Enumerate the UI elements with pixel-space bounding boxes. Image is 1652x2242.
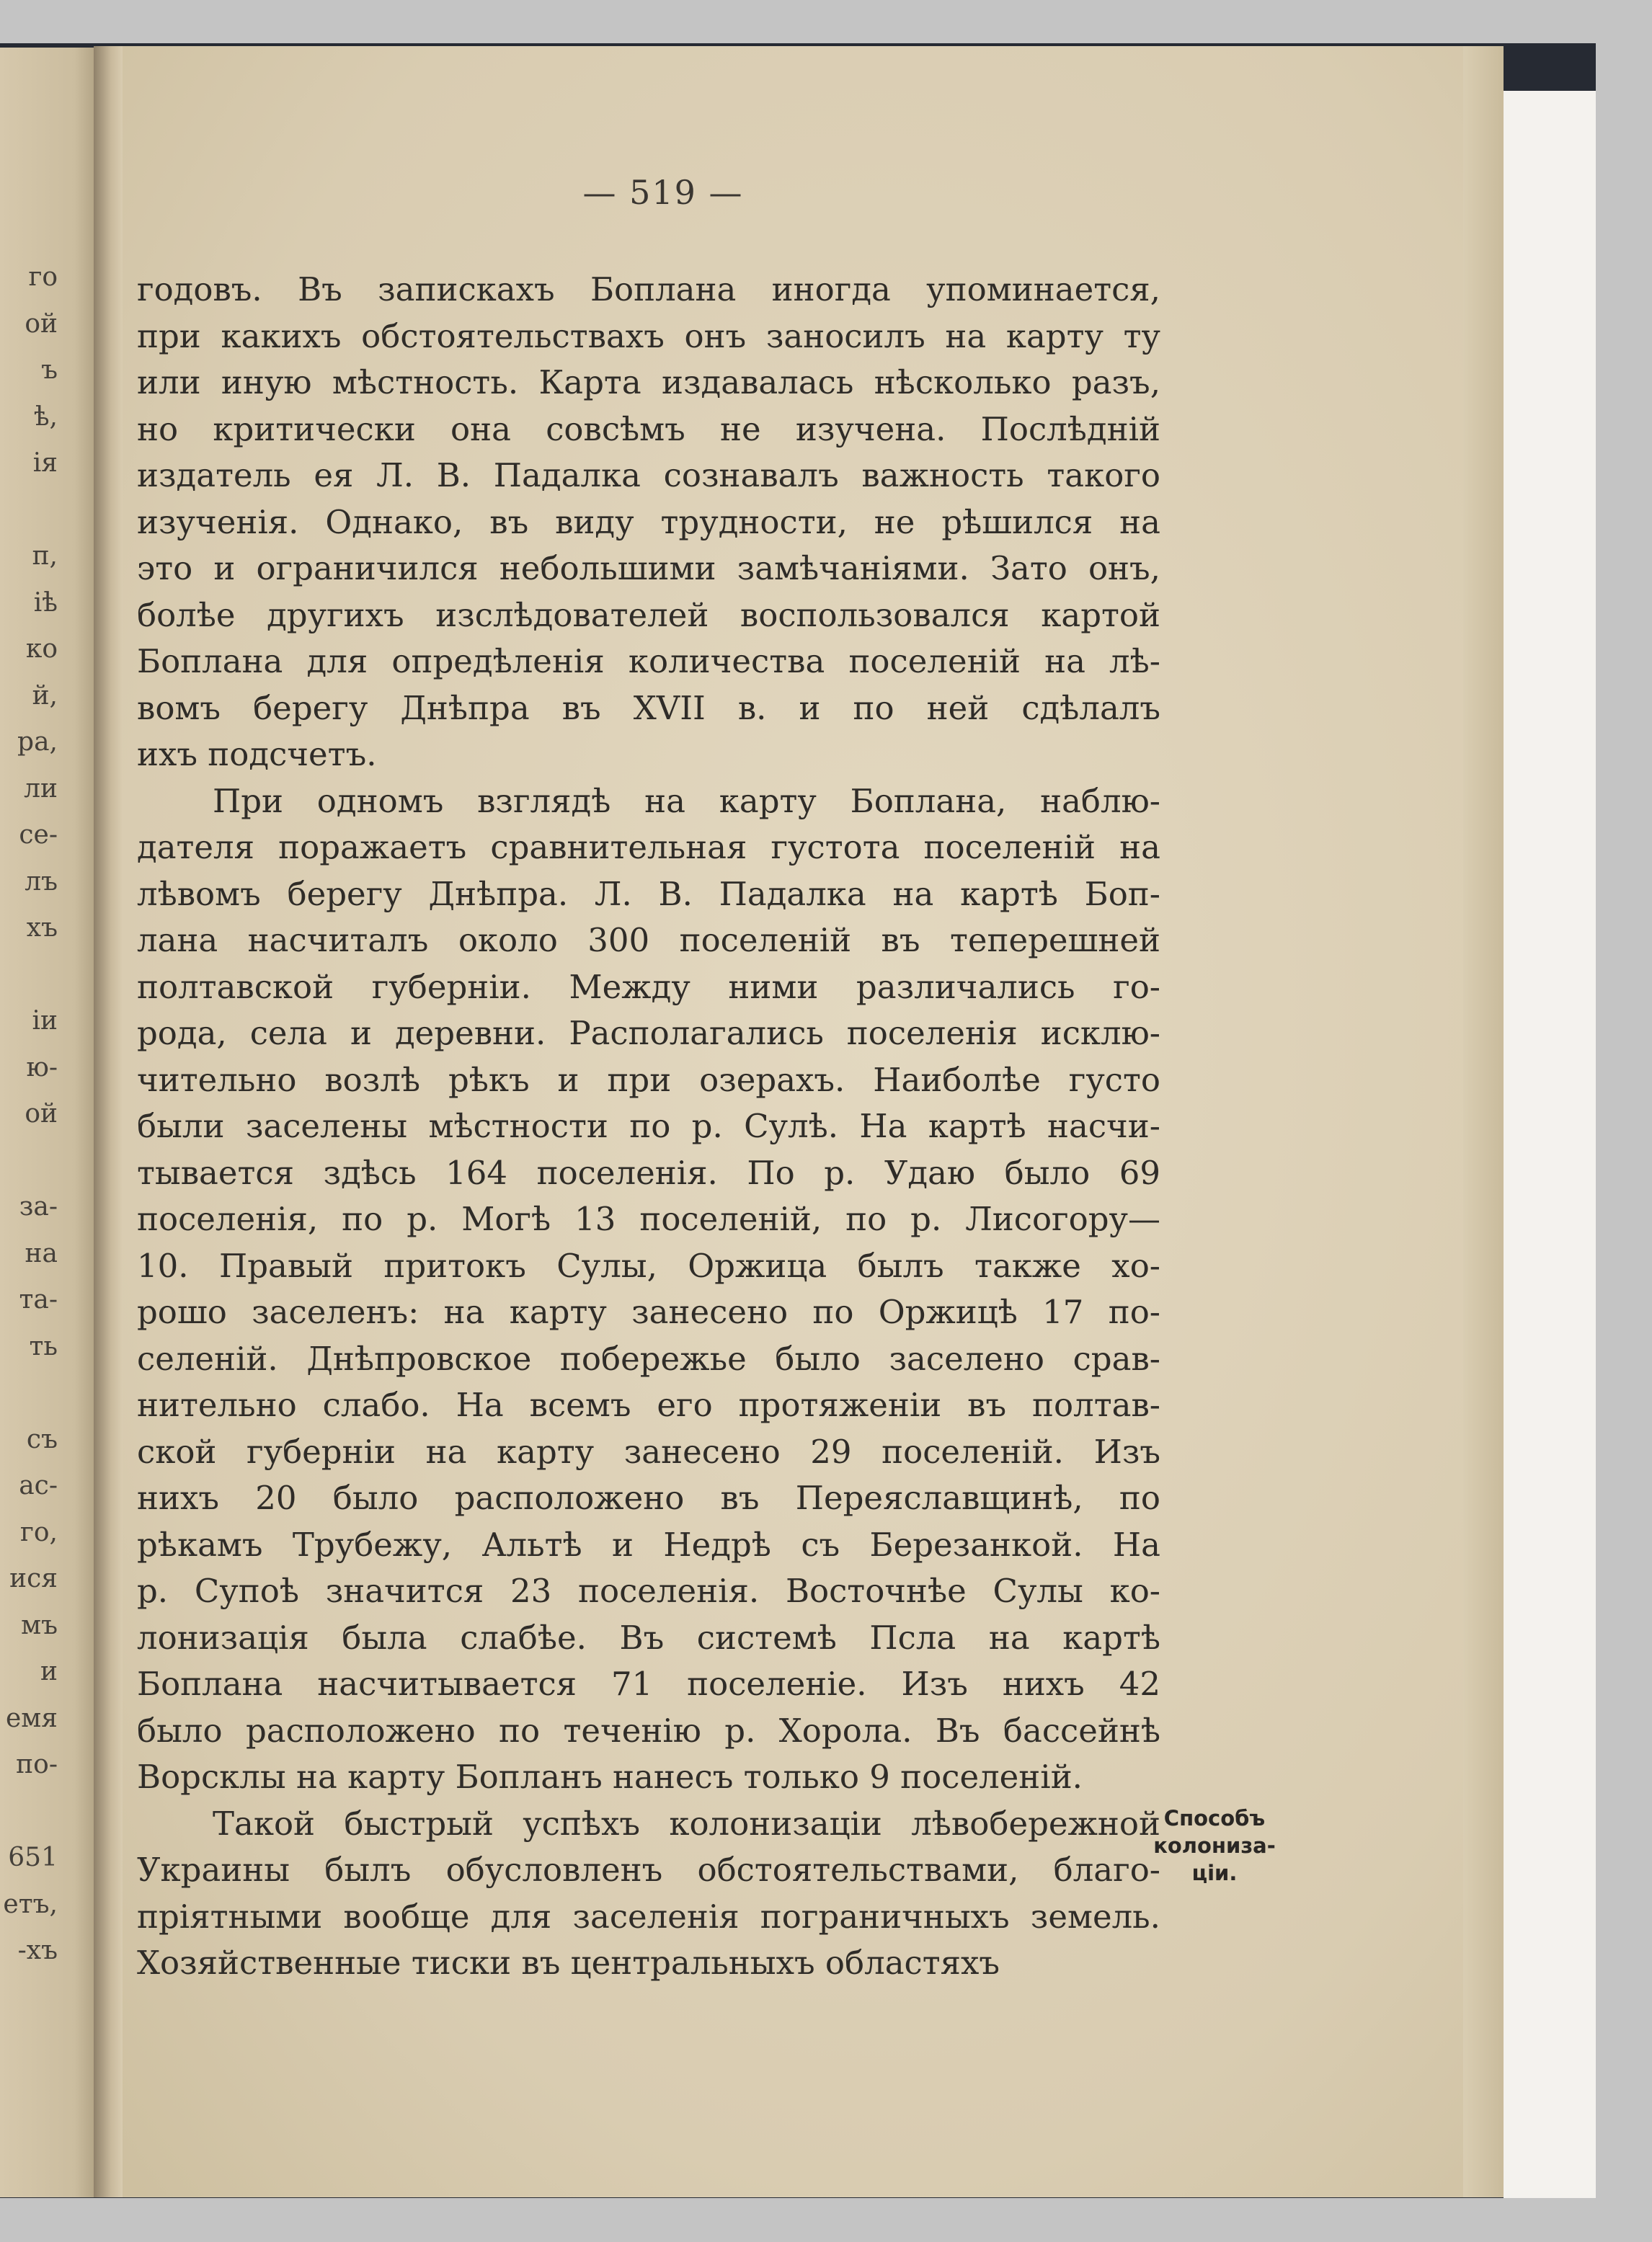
text-line: рода, села и деревни. Располагались поселенія исклю- (137, 1014, 1160, 1052)
page-number: — 519 — (582, 173, 744, 212)
margin-note-line: ціи. (1191, 1861, 1238, 1885)
left-page-fragment: ися (9, 1564, 58, 1593)
left-page-fragment: хъ (26, 913, 58, 943)
text-line: Ворсклы на карту Бопланъ нанесъ только 9 поселеній. (137, 1758, 1083, 1796)
left-page-fragment: ть (29, 1331, 58, 1361)
text-line: р. Супоѣ значится 23 поселенія. Восточнѣе Сулы ко- (137, 1572, 1160, 1610)
text-line: ской губерніи на карту занесено 29 поселеній. Изъ (137, 1432, 1160, 1471)
left-page-fragment: етъ, (3, 1889, 58, 1919)
text-line: но критически она совсѣмъ не изучена. Послѣдній (137, 409, 1160, 448)
left-page-fragment: 651 (8, 1843, 58, 1872)
text-line: Хозяйственные тиски въ центральныхъ областяхъ (137, 1944, 1000, 1982)
text-line: ихъ подсчетъ. (137, 735, 377, 773)
text-line: изученія. Однако, въ виду трудности, не рѣшился на (137, 502, 1160, 541)
text-line: При одномъ взглядѣ на карту Боплана, наблю- (213, 781, 1160, 820)
text-line: годовъ. Въ запискахъ Боплана иногда упоминается, (137, 270, 1160, 308)
text-line: это и ограничился небольшими замѣчаніями. Зато онъ, (137, 549, 1160, 587)
left-page-fragment: ой (25, 308, 58, 339)
left-page-fragment (0, 487, 58, 534)
page-edge (1463, 46, 1504, 2197)
left-page-fragment: ѣ, (33, 401, 58, 432)
text-line: Такой быстрый успѣхъ колонизаціи лѣвобережной (213, 1804, 1160, 1843)
left-page-fragment: -хъ (17, 1936, 58, 1965)
left-page-fragment: ра, (17, 727, 58, 757)
left-page-fragment: іѣ (33, 587, 58, 618)
left-page-fragment: ас- (19, 1471, 58, 1500)
text-line: лана насчиталъ около 300 поселеній въ теперешней (137, 921, 1160, 959)
left-page-fragment: емя (5, 1703, 58, 1733)
left-page-fragment: іи (32, 1006, 58, 1036)
text-line: Боплана для опредѣленія количества поселеній на лѣ- (137, 642, 1160, 680)
white-strip (1504, 91, 1596, 2198)
text-line: селеній. Днѣпровское побережье было заселено срав- (137, 1339, 1160, 1378)
text-line: болѣе другихъ изслѣдователей воспользовался картой (137, 595, 1160, 634)
left-page-fragment (0, 1789, 58, 1836)
left-page-fragment: по- (16, 1750, 58, 1779)
left-page-fragment (0, 1370, 58, 1417)
left-page-fragment: мъ (21, 1610, 58, 1640)
text-line: было расположено по теченію р. Хорола. Въ бассейнѣ (137, 1711, 1160, 1750)
body-text (137, 267, 1160, 1987)
left-page-fragment: ой (25, 1099, 58, 1129)
left-page-fragment: съ (26, 1424, 58, 1454)
text-line: пріятными вообще для заселенія пограничныхъ земель. (137, 1897, 1160, 1936)
left-page-fragment: та- (19, 1285, 58, 1314)
left-page-fragment: ю- (26, 1052, 58, 1082)
margin-note (1146, 1805, 1283, 1887)
left-page-fragment: й, (32, 680, 58, 711)
text-line: Боплана насчитывается 71 поселеніе. Изъ нихъ 42 (137, 1665, 1160, 1703)
text-line: поселенія, по р. Могѣ 13 поселеній, по р. Лисогору— (137, 1200, 1160, 1238)
left-page-fragment: го, (20, 1517, 58, 1547)
left-page-fragment: ли (24, 773, 58, 804)
text-line: или иную мѣстность. Карта издавалась нѣсколько разъ, (137, 363, 1160, 401)
left-page-fragment: на (25, 1238, 58, 1268)
left-page-fragment: и (40, 1657, 58, 1686)
text-line: чительно возлѣ рѣкъ и при озерахъ. Наиболѣе густо (137, 1060, 1160, 1099)
text-line: вомъ берегу Днѣпра въ XVII в. и по ней сдѣлалъ (137, 688, 1160, 727)
left-page-fragment (0, 952, 58, 999)
text-line: издатель ея Л. В. Падалка сознавалъ важность такого (137, 456, 1160, 494)
text-line: 10. Правый притокъ Сулы, Оржица былъ также хо- (137, 1246, 1160, 1285)
book-gutter (94, 46, 123, 2197)
text-line: нительно слабо. На всемъ его протяженіи въ полтав- (137, 1386, 1160, 1424)
left-page-fragment: за- (19, 1192, 58, 1222)
text-line: рѣкамъ Трубежу, Альтѣ и Недрѣ съ Березанкой. На (137, 1525, 1160, 1564)
text-line: были заселены мѣстности по р. Сулѣ. На картѣ насчи- (137, 1107, 1160, 1145)
left-page-fragment: п, (32, 541, 58, 571)
left-page-fragment (0, 1138, 58, 1185)
left-page-text-fragments (0, 254, 58, 1975)
left-page-fragment: ія (32, 448, 58, 478)
left-page-fragment: се- (19, 820, 58, 850)
left-page-fragment: лъ (25, 866, 58, 897)
text-line: лѣвомъ берегу Днѣпра. Л. В. Падалка на картѣ Боп- (137, 874, 1160, 913)
text-line: Украины былъ обусловленъ обстоятельствами, благо- (137, 1851, 1160, 1889)
text-line: нихъ 20 было расположено въ Переяславщинѣ, по (137, 1479, 1160, 1517)
left-page-fragment: ъ (41, 355, 58, 385)
text-line: рошо заселенъ: на карту занесено по Оржицѣ 17 по- (137, 1293, 1160, 1331)
margin-note-line: Способъ (1163, 1806, 1266, 1830)
left-page-fragment: ко (25, 634, 58, 664)
text-line: дателя поражаетъ сравнительная густота поселеній на (137, 828, 1160, 866)
text-line: лонизація была слабѣе. Въ системѣ Псла на картѣ (137, 1618, 1160, 1657)
text-line: полтавской губерніи. Между ними различались го- (137, 967, 1160, 1006)
text-line: при какихъ обстоятельствахъ онъ заносилъ на карту ту (137, 316, 1160, 355)
left-page-fragment: го (28, 262, 58, 292)
text-line: тывается здѣсь 164 поселенія. По р. Удаю было 69 (137, 1153, 1160, 1192)
margin-note-line: колониза- (1153, 1833, 1276, 1858)
